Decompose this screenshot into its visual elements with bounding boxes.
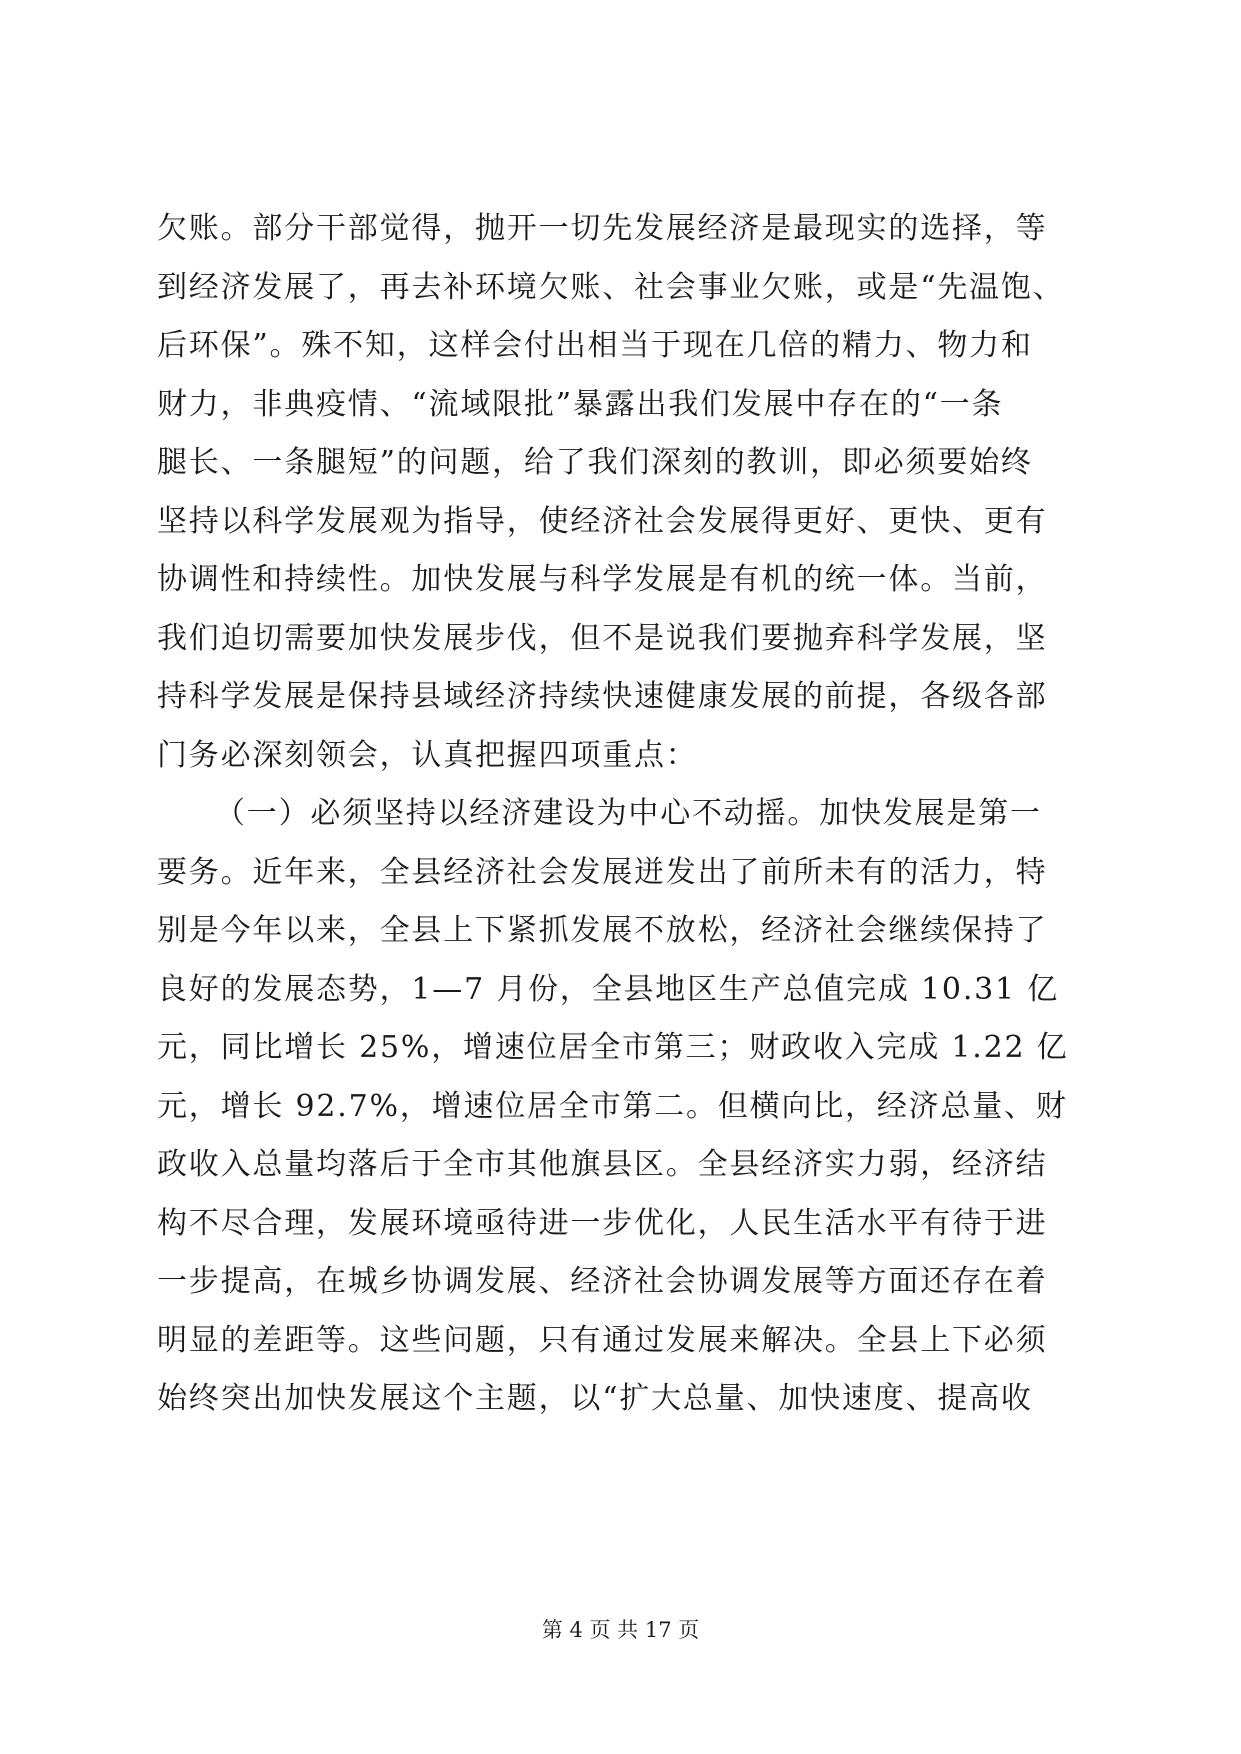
text-line: 要务。近年来，全县经济社会发展迸发出了前所未有的活力，特 [157, 855, 1048, 890]
page-number-footer: 第 4 页 共 17 页 [541, 1618, 700, 1642]
text-line: 始终突出加快发展这个主题，以“扩大总量、加快速度、提高收 [157, 1381, 1033, 1416]
text-line: 财力，非典疫情、“流域限批”暴露出我们发展中存在的“一条 [157, 387, 1004, 422]
text-line: 门务必深刻领会，认真把握四项重点： [157, 738, 698, 773]
text-line: 别是今年以来，全县上下紧抓发展不放松，经济社会继续保持了 [157, 913, 1048, 948]
text-line: 后环保”。殊不知，这样会付出相当于现在几倍的精力、物力和 [157, 328, 1033, 363]
text-line: 明显的差距等。这些问题，只有通过发展来解决。全县上下必须 [157, 1323, 1048, 1358]
text-line: 良好的发展态势，1—7 月份，全县地区生产总值完成 10.31 亿 [157, 972, 1060, 1007]
text-line: 政收入总量均落后于全市其他旗县区。全县经济实力弱，经济结 [157, 1147, 1048, 1182]
text-line: 协调性和持续性。加快发展与科学发展是有机的统一体。当前， [157, 562, 1048, 597]
text-line: 腿长、一条腿短”的问题，给了我们深刻的教训，即必须要始终 [157, 445, 1033, 480]
text-line: 构不尽合理，发展环境亟待进一步优化，人民生活水平有待于进 [157, 1206, 1048, 1241]
text-line: 元，增长 92.7%，增速位居全市第二。但横向比，经济总量、财 [157, 1089, 1068, 1124]
text-line: 持科学发展是保持县域经济持续快速健康发展的前提，各级各部 [157, 679, 1048, 714]
text-line: 到经济发展了，再去补环境欠账、社会事业欠账，或是“先温饱、 [157, 270, 1065, 305]
text-line: 一步提高，在城乡协调发展、经济社会协调发展等方面还存在着 [157, 1264, 1048, 1299]
text-line: 坚持以科学发展观为指导，使经济社会发展得更好、更快、更有 [157, 504, 1048, 539]
text-line: 元，同比增长 25%，增速位居全市第三；财政收入完成 1.22 亿 [157, 1030, 1069, 1065]
text-line: 我们迫切需要加快发展步伐，但不是说我们要抛弃科学发展，坚 [157, 621, 1048, 656]
paragraph-first-line: （一）必须坚持以经济建设为中心不动摇。加快发展是第一 [215, 796, 1042, 831]
text-line: 欠账。部分干部觉得，抛开一切先发展经济是最现实的选择，等 [157, 211, 1048, 246]
